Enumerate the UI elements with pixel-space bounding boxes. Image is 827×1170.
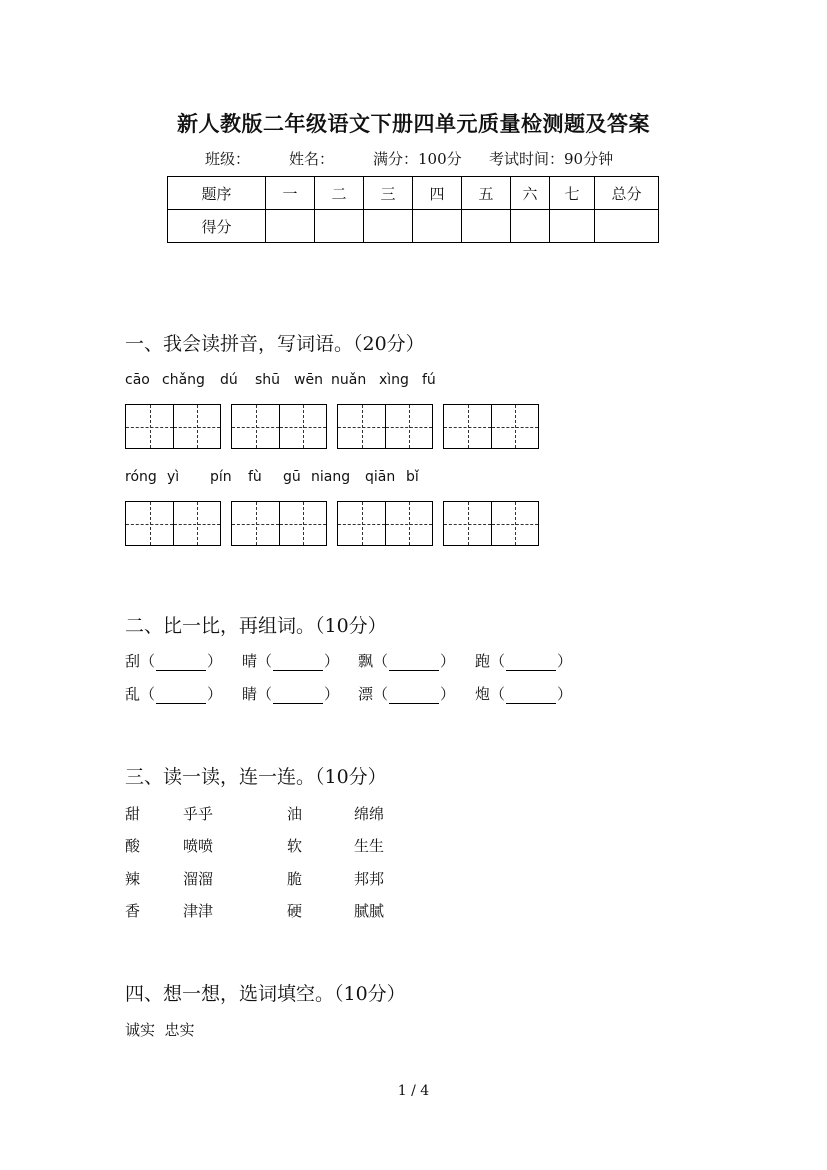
match-row [125, 868, 425, 890]
exam-time: 考试时间：90分钟 [489, 150, 614, 168]
pinyin-syllable: xìng [379, 372, 409, 388]
compare-item [358, 683, 455, 704]
pinyin-syllable: shū [255, 372, 281, 388]
score-cell: 三 [364, 177, 413, 210]
score-cell: 四 [413, 177, 462, 210]
pinyin-syllable: chǎng [162, 372, 205, 388]
score-input-cell[interactable] [413, 210, 462, 243]
compare-row-1 [125, 650, 595, 672]
compare-item [242, 683, 339, 704]
close-paren: ） [440, 685, 456, 703]
writing-box[interactable] [125, 501, 221, 546]
match-word[interactable]: 油 [287, 805, 303, 823]
pinyin-syllable: niang [311, 469, 351, 485]
close-paren: ） [324, 652, 340, 670]
pinyin-syllable: dú [220, 372, 238, 388]
writing-box[interactable] [231, 404, 327, 449]
compare-item [475, 650, 572, 671]
close-paren: ） [207, 652, 223, 670]
writing-box[interactable] [231, 501, 327, 546]
score-row-label: 得分 [168, 210, 266, 243]
answer-blank[interactable] [156, 654, 206, 671]
section4-heading: 四、想一想，选词填空。（10分） [125, 983, 406, 1005]
match-word[interactable]: 邦邦 [354, 870, 385, 888]
match-word[interactable]: 软 [287, 837, 303, 855]
pinyin-syllable: pín [210, 469, 232, 485]
answer-blank[interactable] [506, 687, 556, 704]
section3-heading: 三、读一读，连一连。（10分） [125, 766, 387, 788]
compare-char: 飘（ [358, 652, 389, 670]
score-table-score-row [168, 210, 659, 243]
document-title: 新人教版二年级语文下册四单元质量检测题及答案 [177, 111, 650, 136]
score-input-cell[interactable] [462, 210, 511, 243]
score-cell: 二 [315, 177, 364, 210]
pinyin-syllable: yì [167, 469, 180, 485]
score-input-cell[interactable] [266, 210, 315, 243]
answer-blank[interactable] [389, 687, 439, 704]
section2-heading: 二、比一比，再组词。（10分） [125, 615, 387, 637]
writing-grid-row-1 [125, 404, 539, 449]
pinyin-syllable: fù [248, 469, 262, 485]
answer-blank[interactable] [156, 687, 206, 704]
match-word[interactable]: 脆 [287, 870, 303, 888]
match-word[interactable]: 辣 [125, 870, 141, 888]
answer-blank[interactable] [506, 654, 556, 671]
score-table [167, 176, 659, 243]
score-input-cell[interactable] [315, 210, 364, 243]
pinyin-syllable: róng [125, 469, 157, 485]
pinyin-syllable: bǐ [406, 469, 419, 485]
close-paren: ） [557, 685, 573, 703]
match-word[interactable]: 绵绵 [354, 805, 385, 823]
close-paren: ） [207, 685, 223, 703]
compare-item [358, 650, 455, 671]
compare-char: 晴（ [242, 652, 273, 670]
writing-box[interactable] [337, 404, 433, 449]
word-choices: 诚实 忠实 [125, 1021, 195, 1039]
compare-char: 乱（ [125, 685, 156, 703]
match-word[interactable]: 腻腻 [354, 902, 385, 920]
answer-blank[interactable] [273, 654, 323, 671]
compare-item [125, 683, 222, 704]
match-word[interactable]: 喷喷 [183, 837, 214, 855]
writing-grid-row-2 [125, 501, 539, 546]
answer-blank[interactable] [273, 687, 323, 704]
close-paren: ） [557, 652, 573, 670]
score-cell: 六 [511, 177, 550, 210]
match-word[interactable]: 酸 [125, 837, 141, 855]
pinyin-syllable: cāo [125, 372, 150, 388]
writing-box[interactable] [337, 501, 433, 546]
exam-info [205, 148, 613, 169]
writing-box[interactable] [443, 501, 539, 546]
full-score: 满分：100分 [373, 150, 462, 168]
match-word[interactable]: 甜 [125, 805, 141, 823]
score-cell: 一 [266, 177, 315, 210]
compare-item [475, 683, 572, 704]
compare-char: 刮（ [125, 652, 156, 670]
compare-char: 炮（ [475, 685, 506, 703]
class-label: 班级： [205, 150, 251, 168]
match-row [125, 835, 425, 857]
score-input-cell[interactable] [595, 210, 659, 243]
match-word[interactable]: 香 [125, 902, 141, 920]
score-input-cell[interactable] [511, 210, 550, 243]
match-row [125, 900, 425, 922]
score-cell: 七 [550, 177, 595, 210]
compare-char: 漂（ [358, 685, 389, 703]
writing-box[interactable] [443, 404, 539, 449]
score-table-header-row [168, 177, 659, 210]
match-word[interactable]: 溜溜 [183, 870, 214, 888]
pinyin-syllable: fú [422, 372, 436, 388]
score-input-cell[interactable] [364, 210, 413, 243]
writing-box[interactable] [125, 404, 221, 449]
answer-blank[interactable] [389, 654, 439, 671]
match-row [125, 803, 425, 825]
match-word[interactable]: 硬 [287, 902, 303, 920]
match-word[interactable]: 生生 [354, 837, 385, 855]
score-cell: 总分 [595, 177, 659, 210]
compare-char: 跑（ [475, 652, 506, 670]
section1-heading: 一、我会读拼音，写词语。（20分） [125, 333, 425, 355]
score-cell: 五 [462, 177, 511, 210]
pinyin-syllable: qiān [365, 469, 396, 485]
page-number: 1 / 4 [397, 1083, 430, 1099]
compare-item [125, 650, 222, 671]
pinyin-syllable: nuǎn [331, 372, 367, 388]
score-cell: 题序 [168, 177, 266, 210]
score-input-cell[interactable] [550, 210, 595, 243]
match-word[interactable]: 乎乎 [183, 805, 214, 823]
match-word[interactable]: 津津 [183, 902, 214, 920]
close-paren: ） [440, 652, 456, 670]
compare-item [242, 650, 339, 671]
compare-row-2 [125, 683, 595, 705]
compare-char: 睛（ [242, 685, 273, 703]
name-label: 姓名： [289, 150, 335, 168]
close-paren: ） [324, 685, 340, 703]
pinyin-syllable: wēn [294, 372, 323, 388]
pinyin-syllable: gū [283, 469, 301, 485]
